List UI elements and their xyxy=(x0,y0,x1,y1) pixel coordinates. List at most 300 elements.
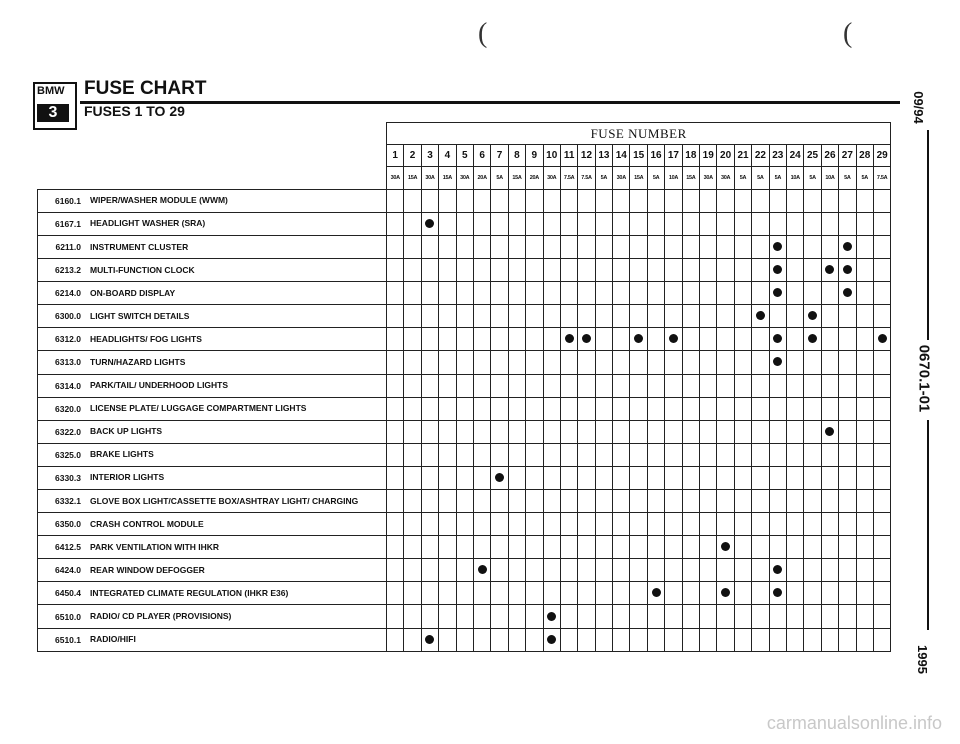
fuse-number-11: 11 xyxy=(560,145,577,167)
fuse-cell xyxy=(473,235,490,258)
fuse-cell xyxy=(752,628,769,651)
fuse-cell xyxy=(578,490,595,513)
fuse-cell xyxy=(421,235,438,258)
fuse-cell xyxy=(717,282,734,305)
fuse-amperage-24: 10A xyxy=(786,167,803,190)
fuse-cell xyxy=(804,397,821,420)
fuse-cell xyxy=(839,605,856,628)
fuse-cell xyxy=(595,443,612,466)
fuse-number-19: 19 xyxy=(700,145,717,167)
fuse-cell xyxy=(839,282,856,305)
fuse-cell xyxy=(769,235,786,258)
fuse-dot xyxy=(652,588,661,597)
page-subtitle: FUSES 1 TO 29 xyxy=(84,103,185,119)
fuse-cell xyxy=(682,351,699,374)
fuse-cell xyxy=(665,351,682,374)
fuse-cell xyxy=(595,235,612,258)
fuse-cell xyxy=(473,397,490,420)
fuse-cell xyxy=(717,420,734,443)
fuse-cell xyxy=(804,443,821,466)
fuse-cell xyxy=(647,559,664,582)
fuse-cell xyxy=(439,189,456,212)
fuse-cell xyxy=(421,189,438,212)
fuse-cell xyxy=(387,605,404,628)
fuse-cell xyxy=(439,420,456,443)
fuse-cell xyxy=(560,259,577,282)
fuse-cell xyxy=(647,397,664,420)
fuse-cell xyxy=(682,328,699,351)
fuse-cell xyxy=(456,235,473,258)
circuit-code: 6332.1 xyxy=(38,490,86,513)
fuse-cell xyxy=(665,628,682,651)
fuse-cell xyxy=(665,212,682,235)
fuse-cell xyxy=(473,351,490,374)
circuit-description: LICENSE PLATE/ LUGGAGE COMPARTMENT LIGHTS xyxy=(85,397,387,420)
fuse-number-21: 21 xyxy=(734,145,751,167)
fuse-cell xyxy=(873,628,890,651)
fuse-cell xyxy=(578,189,595,212)
fuse-dot xyxy=(582,334,591,343)
fuse-cell xyxy=(856,212,873,235)
fuse-cell xyxy=(404,235,421,258)
fuse-cell xyxy=(769,212,786,235)
fuse-cell xyxy=(717,374,734,397)
fuse-cell xyxy=(491,351,508,374)
fuse-cell xyxy=(595,513,612,536)
fuse-cell xyxy=(439,374,456,397)
fuse-dot xyxy=(773,265,782,274)
fuse-cell xyxy=(647,490,664,513)
fuse-cell xyxy=(700,536,717,559)
fuse-cell xyxy=(560,328,577,351)
fuse-cell xyxy=(804,582,821,605)
fuse-cell xyxy=(856,443,873,466)
fuse-cell xyxy=(647,374,664,397)
fuse-cell xyxy=(526,189,543,212)
fuse-cell xyxy=(560,513,577,536)
fuse-cell xyxy=(804,351,821,374)
fuse-cell xyxy=(769,513,786,536)
fuse-cell xyxy=(456,443,473,466)
fuse-cell xyxy=(856,466,873,489)
fuse-cell xyxy=(717,305,734,328)
fuse-cell xyxy=(839,466,856,489)
fuse-dot xyxy=(773,565,782,574)
table-row xyxy=(38,605,891,628)
fuse-amperage-17: 10A xyxy=(665,167,682,190)
fuse-cell xyxy=(821,235,838,258)
fuse-cell xyxy=(613,212,630,235)
fuse-amperage-28: 5A xyxy=(856,167,873,190)
fuse-amperage-22: 5A xyxy=(752,167,769,190)
fuse-number-24: 24 xyxy=(786,145,803,167)
fuse-cell xyxy=(543,605,560,628)
fuse-cell xyxy=(821,605,838,628)
fuse-cell xyxy=(856,536,873,559)
fuse-cell xyxy=(473,305,490,328)
fuse-cell xyxy=(665,420,682,443)
fuse-amperage-3: 30A xyxy=(421,167,438,190)
fuse-cell xyxy=(856,582,873,605)
fuse-cell xyxy=(526,351,543,374)
fuse-cell xyxy=(700,443,717,466)
fuse-cell xyxy=(752,305,769,328)
fuse-cell xyxy=(752,582,769,605)
fuse-cell xyxy=(786,235,803,258)
fuse-cell xyxy=(786,397,803,420)
fuse-cell xyxy=(752,466,769,489)
fuse-cell xyxy=(630,490,647,513)
fuse-cell xyxy=(526,259,543,282)
fuse-amperage-13: 5A xyxy=(595,167,612,190)
fuse-cell xyxy=(491,605,508,628)
fuse-cell xyxy=(734,305,751,328)
fuse-cell xyxy=(560,305,577,328)
fuse-cell xyxy=(439,605,456,628)
fuse-cell xyxy=(717,351,734,374)
fuse-cell xyxy=(804,282,821,305)
fuse-cell xyxy=(769,605,786,628)
fuse-cell xyxy=(508,212,525,235)
fuse-cell xyxy=(404,374,421,397)
fuse-cell xyxy=(630,605,647,628)
fuse-cell xyxy=(404,628,421,651)
fuse-cell xyxy=(647,351,664,374)
fuse-cell xyxy=(804,305,821,328)
fuse-cell xyxy=(560,374,577,397)
fuse-cell xyxy=(404,490,421,513)
fuse-cell xyxy=(543,397,560,420)
fuse-cell xyxy=(595,420,612,443)
fuse-cell xyxy=(717,605,734,628)
fuse-cell xyxy=(491,443,508,466)
fuse-cell xyxy=(456,351,473,374)
watermark: carmanualsonline.info xyxy=(766,713,942,733)
fuse-cell xyxy=(821,420,838,443)
fuse-cell xyxy=(682,490,699,513)
fuse-cell xyxy=(856,374,873,397)
fuse-cell xyxy=(769,282,786,305)
fuse-cell xyxy=(665,605,682,628)
fuse-cell xyxy=(786,582,803,605)
circuit-description: TURN/HAZARD LIGHTS xyxy=(85,351,387,374)
fuse-cell xyxy=(647,605,664,628)
fuse-chart xyxy=(37,122,891,652)
fuse-cell xyxy=(647,443,664,466)
fuse-cell xyxy=(439,513,456,536)
fuse-cell xyxy=(404,605,421,628)
fuse-amperage-2: 15A xyxy=(404,167,421,190)
fuse-cell xyxy=(786,282,803,305)
fuse-cell xyxy=(786,443,803,466)
fuse-cell xyxy=(578,282,595,305)
fuse-dot xyxy=(825,265,834,274)
fuse-dot xyxy=(878,334,887,343)
fuse-dot xyxy=(773,288,782,297)
side-doc-number: 0670.1-01 xyxy=(915,344,933,413)
table-row xyxy=(38,328,891,351)
fuse-cell xyxy=(491,582,508,605)
circuit-code: 6213.2 xyxy=(38,259,86,282)
circuit-description: BACK UP LIGHTS xyxy=(85,420,387,443)
fuse-cell xyxy=(700,605,717,628)
fuse-cell xyxy=(578,605,595,628)
fuse-cell xyxy=(647,628,664,651)
fuse-cell xyxy=(665,189,682,212)
fuse-number-25: 25 xyxy=(804,145,821,167)
fuse-number-20: 20 xyxy=(717,145,734,167)
circuit-description: RADIO/ CD PLAYER (PROVISIONS) xyxy=(85,605,387,628)
fuse-cell xyxy=(578,374,595,397)
fuse-cell xyxy=(734,536,751,559)
fuse-cell xyxy=(734,628,751,651)
fuse-cell xyxy=(526,443,543,466)
fuse-cell xyxy=(526,513,543,536)
fuse-amperage-19: 30A xyxy=(700,167,717,190)
fuse-cell xyxy=(595,397,612,420)
fuse-cell xyxy=(473,536,490,559)
fuse-cell xyxy=(821,490,838,513)
fuse-cell xyxy=(786,605,803,628)
fuse-cell xyxy=(786,189,803,212)
fuse-cell xyxy=(508,189,525,212)
fuse-cell xyxy=(804,559,821,582)
fuse-number-12: 12 xyxy=(578,145,595,167)
fuse-dot xyxy=(773,357,782,366)
logo-brand: BMW xyxy=(37,85,65,97)
fuse-cell xyxy=(769,189,786,212)
fuse-number-27: 27 xyxy=(839,145,856,167)
table-row xyxy=(38,189,891,212)
fuse-cell xyxy=(647,466,664,489)
fuse-cell xyxy=(752,282,769,305)
fuse-cell xyxy=(543,235,560,258)
fuse-cell xyxy=(734,559,751,582)
fuse-cell xyxy=(873,212,890,235)
fuse-cell xyxy=(508,328,525,351)
fuse-cell xyxy=(682,374,699,397)
fuse-cell xyxy=(839,582,856,605)
fuse-cell xyxy=(786,466,803,489)
fuse-cell xyxy=(439,328,456,351)
fuse-number-15: 15 xyxy=(630,145,647,167)
fuse-cell xyxy=(508,420,525,443)
fuse-number-18: 18 xyxy=(682,145,699,167)
fuse-cell xyxy=(543,189,560,212)
fuse-cell xyxy=(508,259,525,282)
fuse-cell xyxy=(665,466,682,489)
fuse-cell xyxy=(700,466,717,489)
circuit-code: 6320.0 xyxy=(38,397,86,420)
fuse-cell xyxy=(700,235,717,258)
fuse-amperage-18: 15A xyxy=(682,167,699,190)
fuse-cell xyxy=(613,582,630,605)
fuse-cell xyxy=(839,559,856,582)
fuse-cell xyxy=(578,397,595,420)
fuse-cell xyxy=(421,305,438,328)
fuse-number-2: 2 xyxy=(404,145,421,167)
fuse-cell xyxy=(734,582,751,605)
fuse-cell xyxy=(734,282,751,305)
table-row xyxy=(38,282,891,305)
table-row xyxy=(38,582,891,605)
fuse-cell xyxy=(665,582,682,605)
fuse-cell xyxy=(630,305,647,328)
fuse-cell xyxy=(387,351,404,374)
fuse-cell xyxy=(578,466,595,489)
fuse-cell xyxy=(560,559,577,582)
fuse-cell xyxy=(456,397,473,420)
fuse-cell xyxy=(769,443,786,466)
fuse-cell xyxy=(734,420,751,443)
fuse-cell xyxy=(526,235,543,258)
fuse-cell xyxy=(804,420,821,443)
fuse-dot xyxy=(773,588,782,597)
fuse-cell xyxy=(387,420,404,443)
fuse-dot xyxy=(808,311,817,320)
circuit-code: 6330.3 xyxy=(38,466,86,489)
circuit-description: PARK VENTILATION WITH IHKR xyxy=(85,536,387,559)
fuse-cell xyxy=(595,559,612,582)
fuse-cell xyxy=(717,443,734,466)
fuse-cell xyxy=(856,513,873,536)
fuse-cell xyxy=(526,397,543,420)
fuse-cell xyxy=(491,189,508,212)
fuse-cell xyxy=(491,420,508,443)
fuse-cell xyxy=(491,235,508,258)
fuse-cell xyxy=(473,212,490,235)
fuse-cell xyxy=(543,513,560,536)
fuse-cell xyxy=(595,212,612,235)
header-spacer xyxy=(38,167,387,190)
fuse-cell xyxy=(543,351,560,374)
fuse-cell xyxy=(630,397,647,420)
circuit-description: BRAKE LIGHTS xyxy=(85,443,387,466)
fuse-cell xyxy=(717,328,734,351)
table-row xyxy=(38,466,891,489)
fuse-cell xyxy=(508,397,525,420)
fuse-cell xyxy=(769,259,786,282)
fuse-cell xyxy=(700,397,717,420)
fuse-cell xyxy=(578,628,595,651)
fuse-cell xyxy=(717,513,734,536)
fuse-cell xyxy=(578,235,595,258)
fuse-cell xyxy=(734,490,751,513)
fuse-cell xyxy=(700,328,717,351)
fuse-cell xyxy=(839,305,856,328)
fuse-number-29: 29 xyxy=(873,145,890,167)
fuse-cell xyxy=(421,466,438,489)
fuse-cell xyxy=(734,397,751,420)
fuse-cell xyxy=(404,305,421,328)
fuse-cell xyxy=(439,536,456,559)
circuit-description: INSTRUMENT CLUSTER xyxy=(85,235,387,258)
fuse-cell xyxy=(786,305,803,328)
fuse-cell xyxy=(804,212,821,235)
fuse-cell xyxy=(804,536,821,559)
fuse-cell xyxy=(630,443,647,466)
fuse-cell xyxy=(508,235,525,258)
fuse-cell xyxy=(839,490,856,513)
fuse-dot xyxy=(843,265,852,274)
fuse-cell xyxy=(700,582,717,605)
fuse-amperage-16: 5A xyxy=(647,167,664,190)
fuse-cell xyxy=(630,212,647,235)
fuse-cell xyxy=(821,513,838,536)
fuse-cell xyxy=(508,582,525,605)
table-row xyxy=(38,235,891,258)
fuse-cell xyxy=(821,443,838,466)
fuse-cell xyxy=(595,259,612,282)
fuse-cell xyxy=(387,235,404,258)
fuse-cell xyxy=(543,628,560,651)
fuse-cell xyxy=(804,490,821,513)
fuse-cell xyxy=(421,212,438,235)
fuse-cell xyxy=(578,351,595,374)
fuse-cell xyxy=(456,282,473,305)
fuse-cell xyxy=(647,212,664,235)
fuse-cell xyxy=(665,490,682,513)
fuse-cell xyxy=(595,351,612,374)
fuse-cell xyxy=(856,605,873,628)
fuse-number-1: 1 xyxy=(387,145,404,167)
fuse-cell xyxy=(717,235,734,258)
table-row xyxy=(38,536,891,559)
fuse-cell xyxy=(387,513,404,536)
paren-mark-right: ( xyxy=(843,18,853,49)
fuse-cell xyxy=(769,559,786,582)
fuse-cell xyxy=(560,420,577,443)
fuse-dot xyxy=(565,334,574,343)
fuse-cell xyxy=(856,189,873,212)
fuse-cell xyxy=(439,466,456,489)
fuse-cell xyxy=(647,513,664,536)
fuse-amperage-7: 5A xyxy=(491,167,508,190)
fuse-cell xyxy=(873,259,890,282)
fuse-cell xyxy=(682,605,699,628)
fuse-cell xyxy=(456,559,473,582)
fuse-cell xyxy=(821,582,838,605)
fuse-number-4: 4 xyxy=(439,145,456,167)
table-row xyxy=(38,443,891,466)
fuse-amperage-12: 7.5A xyxy=(578,167,595,190)
fuse-cell xyxy=(439,235,456,258)
fuse-cell xyxy=(734,328,751,351)
fuse-cell xyxy=(630,559,647,582)
fuse-amperage-15: 15A xyxy=(630,167,647,190)
fuse-cell xyxy=(387,466,404,489)
fuse-cell xyxy=(856,397,873,420)
fuse-cell xyxy=(491,397,508,420)
fuse-amperage-5: 30A xyxy=(456,167,473,190)
fuse-number-6: 6 xyxy=(473,145,490,167)
fuse-cell xyxy=(613,397,630,420)
fuse-cell xyxy=(821,628,838,651)
fuse-number-header: FUSE NUMBER xyxy=(387,123,891,145)
fuse-cell xyxy=(543,259,560,282)
circuit-code: 6322.0 xyxy=(38,420,86,443)
fuse-cell xyxy=(456,628,473,651)
fuse-cell xyxy=(769,305,786,328)
circuit-description: ON-BOARD DISPLAY xyxy=(85,282,387,305)
table-row xyxy=(38,628,891,651)
fuse-cell xyxy=(439,559,456,582)
fuse-cell xyxy=(752,559,769,582)
fuse-cell xyxy=(752,328,769,351)
fuse-cell xyxy=(387,259,404,282)
fuse-cell xyxy=(700,420,717,443)
fuse-cell xyxy=(873,189,890,212)
